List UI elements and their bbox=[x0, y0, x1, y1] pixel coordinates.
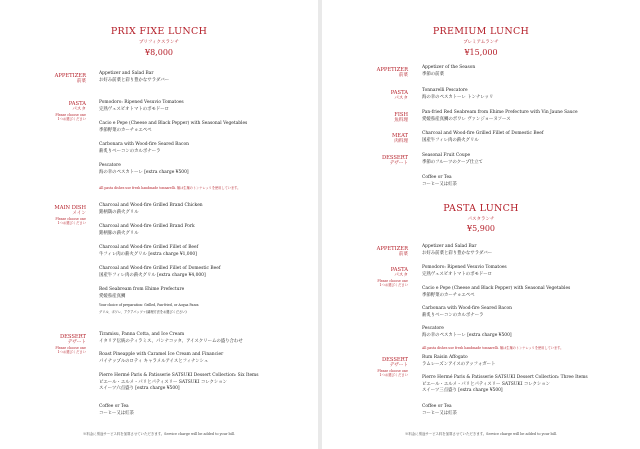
item-name-jp: パイナップルのロティ キャラメルアイスとフィナンシェ bbox=[99, 358, 209, 364]
category-fish bbox=[322, 112, 408, 124]
item-name-jp: コーヒー又は紅茶 bbox=[99, 410, 134, 416]
category-main-dish bbox=[0, 205, 86, 225]
category-dessert bbox=[322, 155, 408, 167]
item-name: Red Seabream from Ehime Prefecture bbox=[99, 287, 185, 292]
item-name: Charcoal and Wood-fire Grilled Fillet of Domestic Beef bbox=[99, 266, 221, 271]
menu-item bbox=[422, 375, 588, 395]
category-note-jp: 1つお選びください bbox=[57, 117, 86, 122]
category-note-jp: 1つお選びください bbox=[57, 221, 86, 226]
category-note: Please choose one bbox=[55, 113, 86, 118]
item-name: Carbonara with Wood-fire Seared Bacon bbox=[422, 306, 512, 311]
menu-item bbox=[99, 71, 169, 84]
item-name-jp: 国産牛フィレ肉の薪火グリル bbox=[422, 137, 479, 143]
service-charge-note: ※料金に別途サービス料を加算させていただきます。Service charge will be added to your bill. bbox=[83, 432, 235, 436]
item-name: Seasonal Fruit Coupe bbox=[422, 153, 471, 158]
item-name: Pescatore bbox=[422, 326, 444, 331]
menu-item bbox=[99, 266, 220, 279]
item-name-jp: ラムレーズンアイスのアッフォガート bbox=[422, 361, 496, 367]
item-name: Charcoal and Wood-fire Grilled Fillet of Beef bbox=[99, 245, 199, 250]
item-name: Charcoal and Wood-fire Grilled Brand Pork bbox=[99, 224, 195, 229]
menu-item bbox=[99, 373, 258, 393]
menu-item bbox=[422, 286, 570, 299]
category-note-jp: 1つお選びください bbox=[379, 373, 408, 378]
item-name-jp: 薪炙りベーコンのカルボナーラ bbox=[99, 148, 161, 154]
item-name-jp: コーヒー又は紅茶 bbox=[422, 410, 457, 416]
item-name: Charcoal and Wood-fire Grilled Brand Chicken bbox=[99, 203, 203, 208]
item-name-jp: ピエール・エルメ・パリとパティスリー SATSUKI コレクション bbox=[99, 379, 228, 385]
menu-item bbox=[422, 131, 543, 144]
item-name: Pomodoro: Ripened Vesuvio Tomatoes bbox=[422, 265, 507, 270]
item-name-jp: お好み前菜と彩り豊かなサラダバー bbox=[422, 250, 493, 256]
item-name: Coffee or Tea bbox=[422, 404, 452, 409]
category-note: Please choose one bbox=[377, 279, 408, 284]
menu-item bbox=[99, 352, 223, 365]
category-label: DESSERT bbox=[381, 155, 408, 161]
seabream-note: Your choice of preparation: Grilled, Pan-fried, or Acqua Pazza bbox=[99, 303, 199, 307]
item-name: Rum Raisin Affogato bbox=[422, 355, 468, 360]
menu-price: ¥5,900 bbox=[467, 224, 495, 233]
menu-subtitle: パスタランチ bbox=[467, 217, 495, 222]
category-dessert bbox=[322, 357, 408, 377]
category-label: APPETIZER bbox=[376, 67, 408, 73]
item-name-jp: コーヒー又は紅茶 bbox=[422, 181, 457, 187]
menu-item bbox=[422, 306, 512, 319]
menu-title: PRIX FIXE LUNCH bbox=[110, 26, 208, 37]
item-name-jp: 牛フィレ肉の薪火グリル [extra charge ¥1,000] bbox=[99, 251, 197, 257]
menu-item bbox=[99, 142, 189, 155]
category-label-jp: 魚料理 bbox=[394, 118, 408, 124]
item-name-jp: 海の幸のペスカトーレ トンナレッリ bbox=[422, 94, 494, 100]
item-name: Coffee or Tea bbox=[99, 404, 129, 409]
category-label: PASTA bbox=[68, 101, 86, 107]
item-name: Appetizer of the Season bbox=[422, 65, 476, 70]
menu-item bbox=[99, 100, 184, 113]
item-name-jp: 海の幸のペスカトーレ [extra charge ¥500] bbox=[422, 332, 512, 338]
menu-item bbox=[422, 88, 493, 101]
category-label: PASTA bbox=[390, 90, 408, 96]
menu-item bbox=[99, 203, 203, 216]
menu-item bbox=[422, 326, 512, 339]
item-name-jp: ピエール・エルメ・パリとパティスリー SATSUKI コレクション bbox=[422, 381, 551, 387]
menu-item bbox=[99, 224, 195, 237]
menu-item bbox=[99, 121, 247, 134]
menu-price: ¥8,000 bbox=[145, 48, 173, 57]
item-name-jp: 季節野菜のカーチョエペペ bbox=[422, 292, 475, 298]
item-name-jp: 海の幸のペスカトーレ [extra charge ¥500] bbox=[99, 169, 189, 175]
premium-pasta-page bbox=[322, 0, 640, 449]
category-label: PASTA bbox=[390, 267, 408, 273]
item-name: Coffee or Tea bbox=[422, 175, 452, 180]
item-name: Cacio e Pepe (Cheese and Black Pepper) with Seasonal Vegetables bbox=[422, 286, 571, 291]
pasta-note: All pasta dishes use fresh handmade tonnarelli. 麺は生麺のトンナレッリを使用しています。 bbox=[99, 186, 241, 190]
seabream-note-jp: グリル、ポワレ、アクアパッツァ(調理方法をお選びください) bbox=[99, 310, 187, 314]
item-name-jp: 愛媛県産真鯛のポワレ ヴァンジョーヌソース bbox=[422, 116, 511, 122]
category-note-jp: 1つお選びください bbox=[57, 350, 86, 355]
item-name-jp: お好み前菜と彩り豊かなサラダバー bbox=[99, 77, 170, 83]
category-label-jp: パスタ bbox=[72, 107, 86, 113]
menu-item bbox=[422, 153, 483, 166]
item-name: Tiramisu, Panna Cotta, and Ice Cream bbox=[99, 332, 185, 337]
menu-item bbox=[99, 163, 189, 176]
category-label-jp: 肉料理 bbox=[394, 139, 408, 145]
item-name: Tonnarelli Pescatore bbox=[422, 88, 468, 93]
category-appetizer bbox=[322, 246, 408, 258]
menu-item bbox=[422, 404, 457, 417]
item-name: Charcoal and Wood-fire Grilled Fillet of Domestic Beef bbox=[422, 131, 544, 136]
category-label: FISH bbox=[394, 112, 408, 118]
menu-item bbox=[422, 110, 578, 123]
category-meat bbox=[322, 133, 408, 145]
menu-item bbox=[422, 244, 492, 257]
menu-item bbox=[422, 355, 495, 368]
item-name-jp: スイーツ六点盛り [extra charge ¥500] bbox=[99, 386, 180, 392]
item-name-jp: スイーツ三点盛り [extra charge ¥500] bbox=[422, 388, 503, 394]
item-name: Appetizer and Salad Bar bbox=[422, 244, 477, 249]
item-name-jp: 銘柄鶏の薪火グリル bbox=[99, 209, 139, 215]
category-pasta bbox=[322, 90, 408, 102]
menu-item bbox=[422, 175, 457, 188]
category-dessert bbox=[0, 334, 86, 354]
item-name-jp: 季節のフルーツのクープ仕立て bbox=[422, 159, 483, 165]
menu-item bbox=[99, 287, 184, 300]
category-label-jp: パスタ bbox=[394, 273, 408, 279]
menu-item bbox=[422, 265, 507, 278]
category-label-jp: 前菜 bbox=[398, 252, 408, 258]
category-label-jp: パスタ bbox=[394, 96, 408, 102]
item-name-jp: 薪炙りベーコンのカルボナーラ bbox=[422, 312, 484, 318]
item-name-jp: イタリア伝統のティラミス、パンナコッタ、アイスクリームの盛り合わせ bbox=[99, 338, 243, 344]
category-note-jp: 1つお選びください bbox=[379, 283, 408, 288]
category-label-jp: デザート bbox=[389, 161, 408, 167]
menu-item bbox=[99, 404, 134, 417]
item-name: Pescatore bbox=[99, 163, 121, 168]
category-label: APPETIZER bbox=[54, 73, 86, 79]
category-note: Please choose one bbox=[377, 369, 408, 374]
category-label-jp: 前菜 bbox=[76, 79, 86, 85]
category-appetizer bbox=[322, 67, 408, 79]
category-label: DESSERT bbox=[381, 357, 408, 363]
menu-item bbox=[99, 245, 198, 258]
item-name-jp: 完熟ヴェスビオトマトのポモドーロ bbox=[422, 271, 493, 277]
item-name-jp: 銘柄豚の薪火グリル bbox=[99, 230, 139, 236]
category-label-jp: デザート bbox=[389, 363, 408, 369]
category-pasta bbox=[0, 101, 86, 121]
item-name-jp: 季節野菜のカーチョエペペ bbox=[99, 127, 152, 133]
category-appetizer bbox=[0, 73, 86, 85]
category-label: APPETIZER bbox=[376, 246, 408, 252]
item-name: Pierre Hermé Paris & Patisserie SATSUKI Dessert Collection: Six Items bbox=[99, 373, 259, 378]
item-name-jp: 季節の前菜 bbox=[422, 71, 444, 77]
menu-item bbox=[422, 65, 475, 78]
menu-item bbox=[99, 332, 243, 345]
item-name: Pomodoro: Ripened Vesuvio Tomatoes bbox=[99, 100, 184, 105]
menu-price: ¥15,000 bbox=[464, 48, 498, 57]
category-label-jp: 前菜 bbox=[398, 73, 408, 79]
item-name: Carbonara with Wood-fire Seared Bacon bbox=[99, 142, 189, 147]
item-name: Pan-fried Red Seabream from Ehime Prefecture with Vin Jaune Sauce bbox=[422, 110, 578, 115]
category-label-jp: デザート bbox=[67, 340, 86, 346]
category-note: Please choose one bbox=[55, 346, 86, 351]
menu-subtitle: プリフィクスランチ bbox=[139, 40, 179, 45]
category-label-jp: メイン bbox=[72, 211, 86, 217]
menu-title: PASTA LUNCH bbox=[443, 203, 519, 214]
category-pasta bbox=[322, 267, 408, 287]
item-name: Pierre Hermé Paris & Patisserie SATSUKI Dessert Collection: Three Items bbox=[422, 375, 588, 380]
menu-subtitle: プレミアムランチ bbox=[463, 40, 499, 45]
category-label: MAIN DISH bbox=[54, 205, 86, 211]
category-label: MEAT bbox=[391, 133, 408, 139]
pasta-note: All pasta dishes use fresh handmade tonnarelli. 麺は生麺のトンナレッリを使用しています。 bbox=[422, 346, 564, 350]
menu-title: PREMIUM LUNCH bbox=[432, 26, 530, 37]
item-name-jp: 国産牛フィレ肉の薪火グリル [extra charge ¥4,000] bbox=[99, 272, 206, 278]
service-charge-note: ※料金に別途サービス料を加算させていただきます。Service charge will be added to your bill. bbox=[405, 432, 557, 436]
item-name: Cacio e Pepe (Cheese and Black Pepper) with Seasonal Vegetables bbox=[99, 121, 248, 126]
item-name: Appetizer and Salad Bar bbox=[99, 71, 154, 76]
category-note: Please choose one bbox=[55, 217, 86, 222]
category-label: DESSERT bbox=[59, 334, 86, 340]
item-name-jp: 愛媛県産真鯛 bbox=[99, 293, 126, 299]
item-name-jp: 完熟ヴェスビオトマトのポモドーロ bbox=[99, 106, 170, 112]
item-name: Roast Pineapple with Caramel Ice Cream and Financier bbox=[99, 352, 224, 357]
prix-fixe-page bbox=[0, 0, 318, 449]
